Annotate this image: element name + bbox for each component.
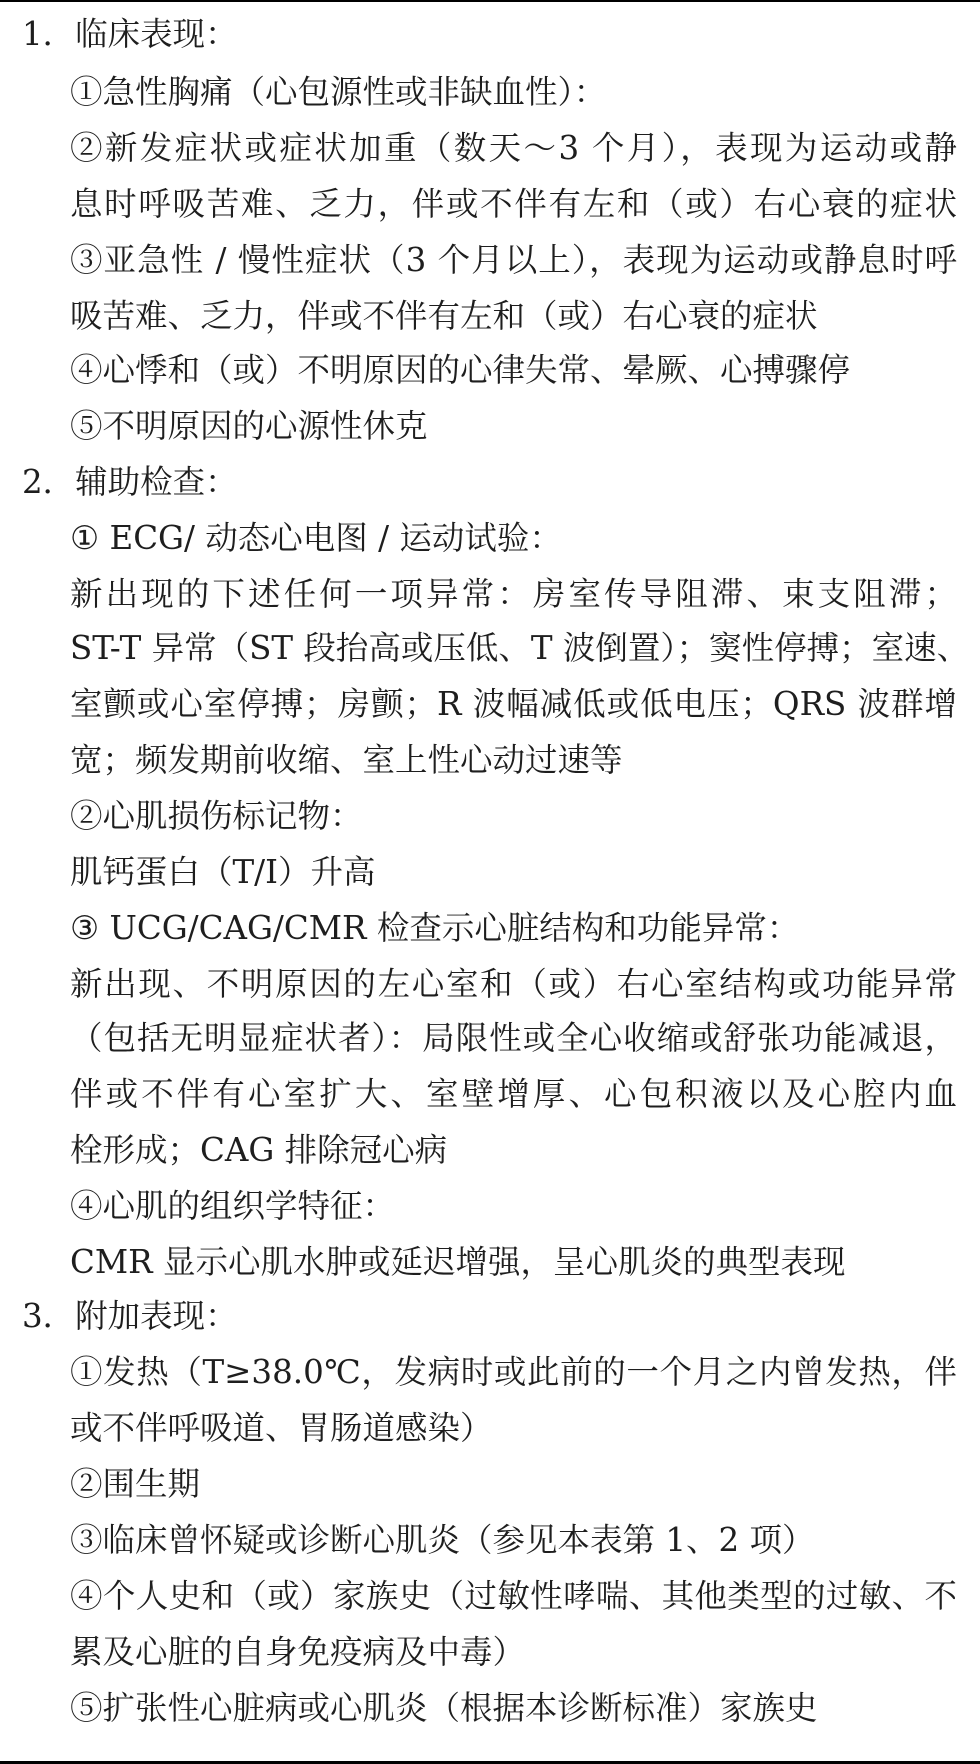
list-item-detail: （包括无明显症状者）：局限性或全心收缩或舒张功能减退， bbox=[70, 1019, 957, 1057]
list-item: ⑤扩张性心脏病或心肌炎（根据本诊断标准）家族史 bbox=[70, 1689, 818, 1727]
list-item: ③临床曾怀疑或诊断心肌炎（参见本表第 1、2 项） bbox=[70, 1521, 815, 1559]
list-item: ③ UCG/CAG/CMR 检查示心脏结构和功能异常： bbox=[70, 909, 800, 947]
list-item: ③亚急性 / 慢性症状（3 个月以上），表现为运动或静息时呼 bbox=[70, 241, 957, 279]
list-item: ②新发症状或症状加重（数天～3 个月），表现为运动或静 bbox=[70, 129, 957, 167]
list-item: ①急性胸痛（心包源性或非缺血性）： bbox=[70, 73, 607, 111]
list-item-detail: 栓形成；CAG 排除冠心病 bbox=[70, 1131, 448, 1169]
list-item-detail: 肌钙蛋白（T/I）升高 bbox=[70, 853, 376, 891]
list-item-continuation: 息时呼吸苦难、乏力，伴或不伴有左和（或）右心衰的症状 bbox=[70, 185, 957, 223]
list-item-detail: 室颤或心室停搏；房颤；R 波幅减低或低电压；QRS 波群增 bbox=[70, 685, 957, 723]
list-item-detail: 新出现、不明原因的左心室和（或）右心室结构或功能异常 bbox=[70, 965, 957, 1003]
section-heading: 1．临床表现： bbox=[22, 15, 238, 53]
list-item-continuation: 吸苦难、乏力，伴或不伴有左和（或）右心衰的症状 bbox=[70, 297, 818, 335]
list-item-continuation: 或不伴呼吸道、胃肠道感染） bbox=[70, 1409, 493, 1447]
list-item: ① ECG/ 动态心电图 / 运动试验： bbox=[70, 519, 562, 557]
list-item-detail: ST-T 异常（ST 段抬高或压低、T 波倒置）；窦性停搏；室速、 bbox=[70, 629, 970, 667]
section-heading: 2．辅助检查： bbox=[22, 463, 238, 501]
list-item: ②心肌损伤标记物： bbox=[70, 797, 363, 835]
list-item-detail: 伴或不伴有心室扩大、室壁增厚、心包积液以及心腔内血 bbox=[70, 1075, 957, 1113]
list-item: ④心悸和（或）不明原因的心律失常、晕厥、心搏骤停 bbox=[70, 351, 851, 389]
list-item: ⑤不明原因的心源性休克 bbox=[70, 407, 428, 445]
section-heading: 3．附加表现： bbox=[22, 1297, 238, 1335]
list-item: ①发热（T≥38.0℃，发病时或此前的一个月之内曾发热，伴 bbox=[70, 1353, 957, 1391]
list-item: ④心肌的组织学特征： bbox=[70, 1187, 396, 1225]
list-item-detail: 新出现的下述任何一项异常：房室传导阻滞、束支阻滞； bbox=[70, 575, 957, 613]
list-item-continuation: 累及心脏的自身免疫病及中毒） bbox=[70, 1633, 526, 1671]
list-item-detail: CMR 显示心肌水肿或延迟增强，呈心肌炎的典型表现 bbox=[70, 1243, 846, 1281]
list-item: ④个人史和（或）家族史（过敏性哮喘、其他类型的过敏、不 bbox=[70, 1577, 957, 1615]
list-item-detail: 宽；频发期前收缩、室上性心动过速等 bbox=[70, 741, 623, 779]
list-item: ②围生期 bbox=[70, 1465, 201, 1503]
